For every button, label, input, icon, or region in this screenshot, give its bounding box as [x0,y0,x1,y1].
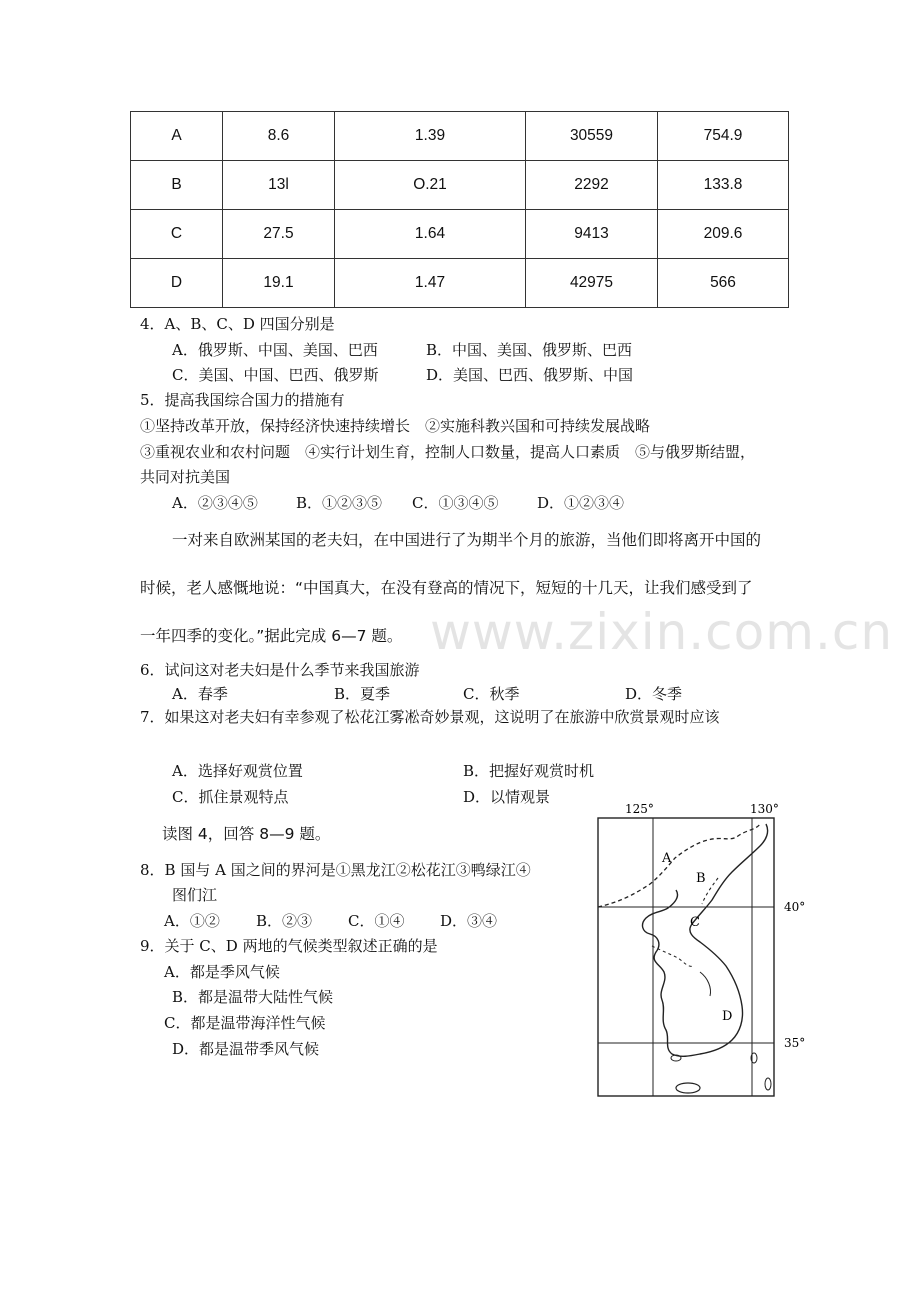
table-cell: 9413 [526,210,658,259]
table-cell: 566 [658,259,789,308]
table-cell: 19.1 [223,259,335,308]
table-cell: 2292 [526,161,658,210]
question-4-option-d: D．美国、巴西、俄罗斯、中国 [426,366,634,384]
question-7-stem: 7．如果这对老夫妇有幸参观了松花江雾凇奇妙景观，这说明了在旅游中欣赏景观时应该 [140,708,720,726]
table-cell: B [131,161,223,210]
river-line [700,972,711,996]
map-frame [598,818,774,1096]
question-8-option-d: D．③④ [440,912,498,930]
region-label-c: C [690,915,700,930]
question-8-option-a: A．①② [164,912,220,930]
question-8-stem: 8．B 国与 A 国之间的界河是①黑龙江②松花江③鸭绿江④ [140,861,531,879]
passage-line: 时候，老人感慨地说：“中国真大，在没有登高的情况下，短短的十几天，让我们感受到了 [140,579,753,597]
region-label-b: B [696,871,706,886]
question-9-option-b: B．都是温带大陆性气候 [172,988,334,1006]
question-5-statement-line: 共同对抗美国 [140,468,231,486]
border-line [598,824,760,907]
question-4-stem: 4．A、B、C、D 四国分别是 [140,315,335,333]
question-5-option-a: A．②③④⑤ [172,494,258,512]
table-cell: 754.9 [658,112,789,161]
question-9-stem: 9．关于 C、D 两地的气候类型叙述正确的是 [140,937,438,955]
table-cell: C [131,210,223,259]
table-cell: O.21 [335,161,526,210]
question-5-option-b: B．①②③⑤ [296,494,383,512]
table-row [131,112,789,161]
question-5-stem: 5．提高我国综合国力的措施有 [140,391,345,409]
table-cell: 13l [223,161,335,210]
question-8-stem-continued: 图们江 [172,886,218,904]
question-5-option-d: D．①②③④ [537,494,625,512]
latitude-label-35: 35° [784,1036,806,1050]
question-9-option-c: C．都是温带海洋性气候 [164,1014,326,1032]
question-5-statement-line: ①坚持改革开放，保持经济快速持续增长 ②实施科教兴国和可持续发展战略 [140,417,651,435]
question-9-option-a: A．都是季风气候 [164,963,280,981]
table-cell: 209.6 [658,210,789,259]
question-4-option-a: A．俄罗斯、中国、美国、巴西 [172,341,378,359]
question-4-option-c: C．美国、中国、巴西、俄罗斯 [172,366,379,384]
question-5-statement-line: ③重视农业和农村问题 ④实行计划生育，控制人口数量，提高人口素质 ⑤与俄罗斯结盟， [140,443,756,461]
island [765,1078,771,1090]
question-7-option-d: D．以情观景 [463,788,551,806]
island-jeju [676,1083,700,1093]
question-4-option-b: B．中国、美国、俄罗斯、巴西 [426,341,633,359]
question-6-option-b: B．夏季 [334,685,391,703]
table-row [131,210,789,259]
question-6-option-a: A．春季 [172,685,228,703]
question-6-stem: 6．试问这对老夫妇是什么季节来我国旅游 [140,661,420,679]
region-label-d: D [722,1009,733,1024]
passage-line: 一年四季的变化。”据此完成 6—7 题。 [140,627,403,645]
question-6-option-c: C．秋季 [463,685,520,703]
question-5-option-c: C．①③④⑤ [412,494,499,512]
figure-intro: 读图 4，回答 8—9 题。 [162,825,331,843]
table-cell: 27.5 [223,210,335,259]
question-7-option-a: A．选择好观赏位置 [172,762,303,780]
country-data-table [130,111,789,308]
table-cell: 1.64 [335,210,526,259]
question-7-option-b: B．把握好观赏时机 [463,762,595,780]
region-label-a: A [662,851,672,866]
table-cell: 1.39 [335,112,526,161]
question-9-option-d: D．都是温带季风气候 [172,1040,320,1058]
korea-peninsula-map [580,796,820,1106]
border-line [652,946,694,966]
longitude-label-130: 130° [750,802,779,816]
table-cell: 133.8 [658,161,789,210]
table-cell: D [131,259,223,308]
passage-line: 一对来自欧洲某国的老夫妇，在中国进行了为期半个月的旅游，当他们即将离开中国的 [172,531,762,549]
table-row [131,161,789,210]
table-row [131,259,789,308]
table-cell: 42975 [526,259,658,308]
question-8-option-c: C．①④ [348,912,405,930]
table-cell: 8.6 [223,112,335,161]
question-8-option-b: B．②③ [256,912,313,930]
question-7-option-c: C．抓住景观特点 [172,788,289,806]
longitude-label-125: 125° [625,802,654,816]
table-cell: 1.47 [335,259,526,308]
watermark: www.zixin.com.cn [430,603,894,661]
latitude-label-40: 40° [784,900,806,914]
table-cell: 30559 [526,112,658,161]
question-6-option-d: D．冬季 [625,685,683,703]
table-cell: A [131,112,223,161]
